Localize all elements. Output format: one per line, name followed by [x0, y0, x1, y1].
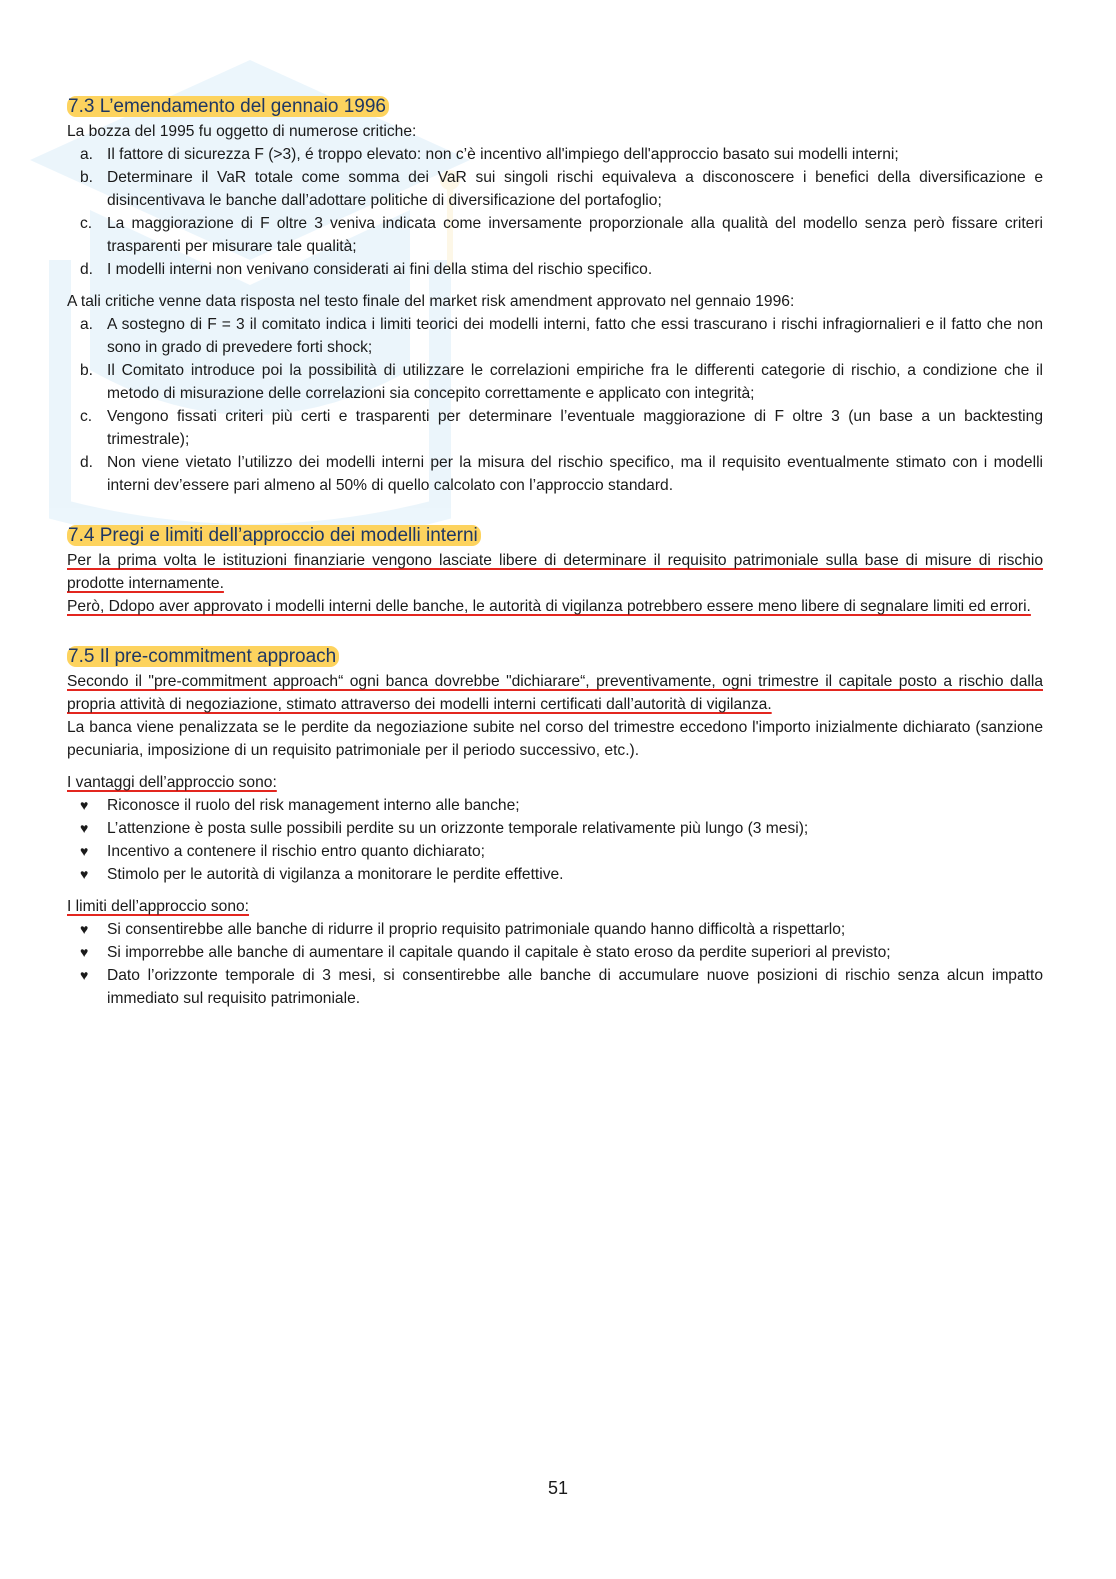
- heart-bullet-icon: ♥: [80, 797, 89, 813]
- responses-list: [67, 313, 1043, 497]
- heart-bullet-icon: ♥: [80, 843, 89, 859]
- list-item: b. Il Comitato introduce poi la possibilità di utilizzare le correlazioni empiriche fra le differenti categorie di rischio, a condizione che il metodo di misurazione delle correlazioni sia concepito correttamente e applicato con integrità;: [80, 362, 1043, 402]
- list-item: ♥ Stimolo per le autorità di vigilanza a monitorare le perdite effettive.: [67, 863, 1043, 886]
- list-item: a. Il fattore di sicurezza F (>3), é troppo elevato: non c’è incentivo all'impiego dell'approccio basato sui modelli interni;: [80, 146, 899, 163]
- list-item: ♥ Riconosce il ruolo del risk management interno alle banche;: [67, 794, 1043, 817]
- paragraph: Però, Ddopo aver approvato i modelli interni delle banche, le autorità di vigilanza potrebbero essere meno libere di segnalare limiti ed errori.: [67, 598, 1031, 615]
- heart-bullet-icon: ♥: [80, 944, 89, 960]
- document-page: [67, 94, 1043, 1010]
- section-heading-7-4: 7.4 Pregi e limiti dell’approccio dei modelli interni: [67, 523, 1043, 549]
- list-item: a. A sostegno di F = 3 il comitato indica i limiti teorici dei modelli interni, fatto che essi trascurano i rischi infragiornalieri e il fatto che non sono in grado di prevedere forti shock;: [80, 316, 1043, 356]
- criticisms-list: [67, 143, 1043, 281]
- heart-bullet-icon: ♥: [80, 820, 89, 836]
- list-item: ♥ Incentivo a contenere il rischio entro quanto dichiarato;: [67, 840, 1043, 863]
- advantages-list: [67, 794, 1043, 886]
- heart-bullet-icon: ♥: [80, 967, 89, 983]
- paragraph: Secondo il "pre-commitment approach“ ogni banca dovrebbe "dichiarare“, preventivamente, ogni trimestre il capitale posto a rischio dalla propria attività di negoziazione, stimato attraverso dei modelli interni certificati dall’autorità di vigilanza.: [67, 673, 1043, 713]
- section-intro: La bozza del 1995 fu oggetto di numerose critiche:: [67, 123, 417, 140]
- section-heading-7-3: 7.3 L’emendamento del gennaio 1996: [67, 94, 1043, 120]
- section-intro: A tali critiche venne data risposta nel testo finale del market risk amendment approvato nel gennaio 1996:: [67, 293, 795, 310]
- paragraph: Per la prima volta le istituzioni finanziarie vengono lasciate libere di determinare il requisito patrimoniale sulla base di misure di rischio prodotte internamente.: [67, 552, 1043, 592]
- list-item: d. I modelli interni non venivano considerati ai fini della stima del rischio specifico.: [80, 261, 653, 278]
- heart-bullet-icon: ♥: [80, 921, 89, 937]
- list-item: c. La maggiorazione di F oltre 3 veniva indicata come inversamente proporzionale alla qualità del modello senza però fissare criteri trasparenti per misurare tale qualità;: [80, 215, 1043, 255]
- page-number: 51: [547, 1478, 569, 1498]
- list-item: ♥ L’attenzione è posta sulle possibili perdite su un orizzonte temporale relativamente più lungo (3 mesi);: [67, 817, 1043, 840]
- heart-bullet-icon: ♥: [80, 866, 89, 882]
- limits-list: [67, 918, 1043, 1010]
- list-item: ♥ Si consentirebbe alle banche di ridurre il proprio requisito patrimoniale quando hanno difficoltà a rispettarlo;: [67, 918, 1043, 941]
- list-item: d. Non viene vietato l’utilizzo dei modelli interni per la misura del rischio specifico, ma il requisito eventualmente stimato con i modelli interni dev’essere pari almeno al 50% di quello calcolato con l’approccio standard.: [80, 454, 1043, 494]
- section-heading-7-5: 7.5 Il pre-commitment approach: [67, 644, 1043, 670]
- list-item: ♥ Dato l’orizzonte temporale di 3 mesi, si consentirebbe alle banche di accumulare nuove posizioni di rischio senza alcun impatto immediato sul requisito patrimoniale.: [67, 964, 1043, 1010]
- paragraph: La banca viene penalizzata se le perdite da negoziazione subite nel corso del trimestre eccedono l'importo inizialmente dichiarato (sanzione pecuniaria, imposizione di un requisito patrimoniale per il periodo successivo, etc.).: [67, 719, 1043, 759]
- list-item: b. Determinare il VaR totale come somma dei VaR sui singoli rischi equivaleva a disconoscere i benefici della diversificazione e disincentivava le banche dall’adottare politiche di diversificazione del portafoglio;: [80, 169, 1043, 209]
- list-item: c. Vengono fissati criteri più certi e trasparenti per determinare l’eventuale maggiorazione di F oltre 3 (un base a un backtesting trimestrale);: [80, 408, 1043, 448]
- limits-heading: I limiti dell’approccio sono:: [67, 898, 250, 915]
- advantages-heading: I vantaggi dell’approccio sono:: [67, 774, 277, 791]
- list-item: ♥ Si imporrebbe alle banche di aumentare il capitale quando il capitale è stato eroso da perdite superiori al previsto;: [67, 941, 1043, 964]
